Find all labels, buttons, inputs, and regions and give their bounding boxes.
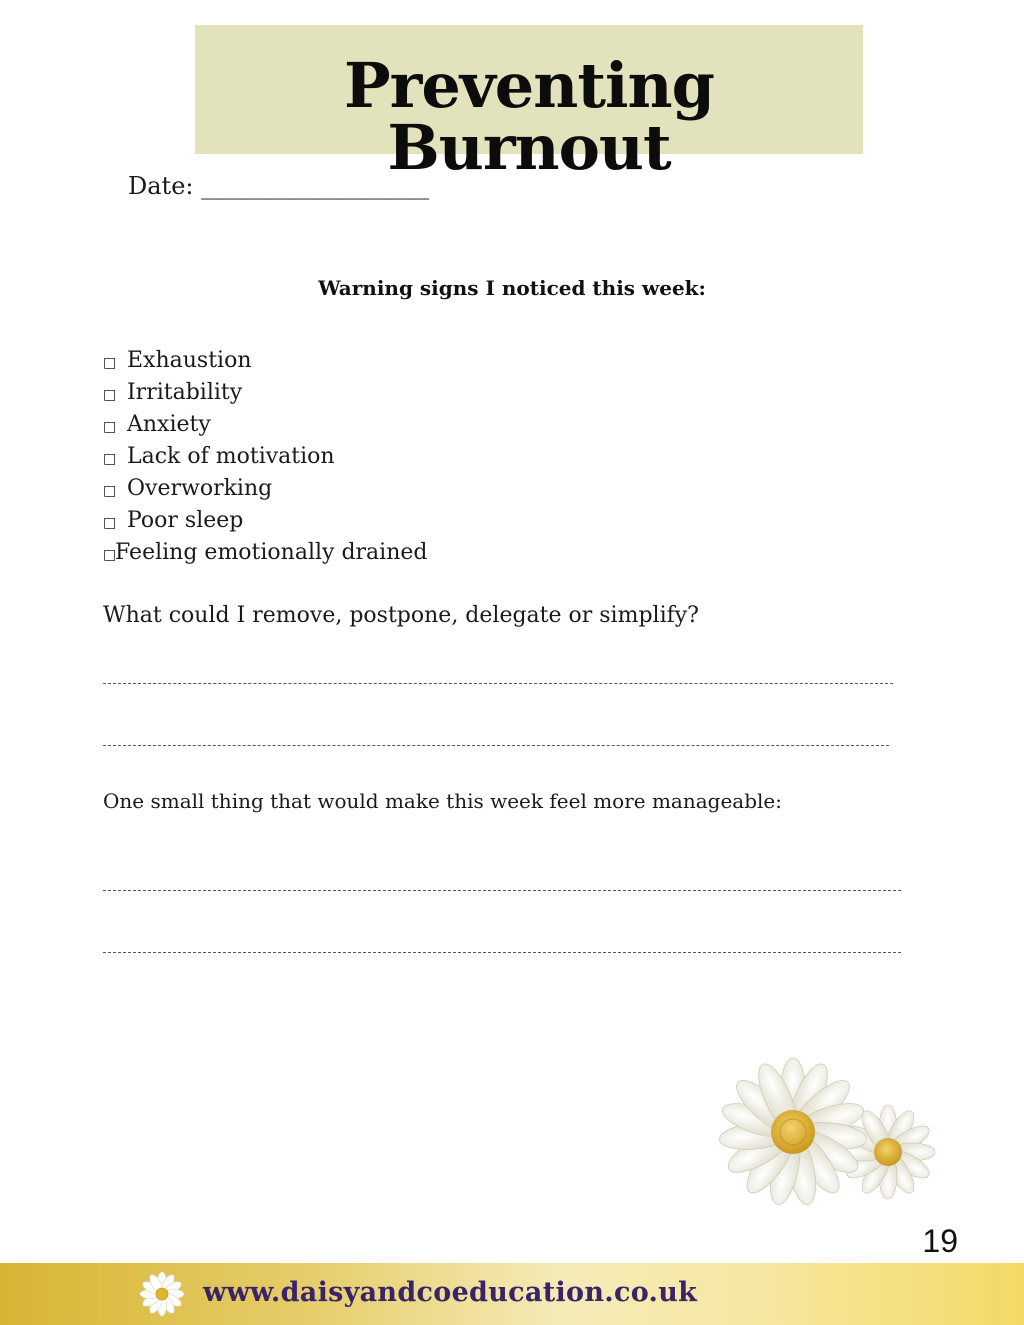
daisy-icon bbox=[139, 1271, 185, 1317]
daisy-illustration bbox=[705, 1040, 940, 1205]
checkbox-icon[interactable]: □ bbox=[103, 355, 117, 371]
checklist-item-label: Irritability bbox=[120, 380, 243, 405]
checkbox-icon[interactable]: □ bbox=[103, 515, 117, 531]
page-number: 19 bbox=[922, 1223, 958, 1259]
page-title: Preventing Burnout bbox=[344, 49, 714, 184]
checklist-item-poor-sleep[interactable] bbox=[103, 506, 427, 538]
answer-line[interactable] bbox=[103, 890, 901, 891]
checklist-item-label: Poor sleep bbox=[120, 508, 244, 533]
website-link[interactable]: www.daisyandcoeducation.co.uk bbox=[203, 1277, 698, 1308]
checklist-item-label: Overworking bbox=[120, 476, 273, 501]
manageable-question: One small thing that would make this week feel more manageable: bbox=[103, 789, 782, 813]
checklist-item-label: Lack of motivation bbox=[120, 444, 335, 469]
checklist-item-label: Feeling emotionally drained bbox=[115, 540, 428, 565]
title-banner bbox=[195, 25, 863, 184]
answer-line[interactable] bbox=[103, 745, 889, 746]
checkbox-icon[interactable]: □ bbox=[103, 419, 117, 435]
checkbox-icon[interactable]: □ bbox=[103, 387, 117, 403]
checklist-item-lack-of-motivation[interactable] bbox=[103, 442, 427, 474]
checklist-item-label: Anxiety bbox=[120, 412, 211, 437]
checklist-item-irritability[interactable] bbox=[103, 378, 427, 410]
checklist-item-anxiety[interactable] bbox=[103, 410, 427, 442]
checkbox-icon[interactable]: □ bbox=[103, 451, 117, 467]
warning-signs-checklist bbox=[103, 346, 427, 570]
checklist-item-label: Exhaustion bbox=[120, 348, 252, 373]
checklist-item-exhaustion[interactable] bbox=[103, 346, 427, 378]
date-field[interactable]: Date: ___________________ bbox=[128, 172, 430, 200]
warning-signs-heading: Warning signs I noticed this week: bbox=[318, 276, 706, 300]
checkbox-icon[interactable]: □ bbox=[103, 547, 117, 563]
checklist-item-emotionally-drained[interactable] bbox=[103, 538, 427, 570]
answer-line[interactable] bbox=[103, 952, 901, 953]
checklist-item-overworking[interactable] bbox=[103, 474, 427, 506]
answer-line[interactable] bbox=[103, 683, 893, 684]
remove-postpone-question: What could I remove, postpone, delegate or simplify? bbox=[103, 603, 699, 628]
footer-band bbox=[0, 1263, 1024, 1325]
checkbox-icon[interactable]: □ bbox=[103, 483, 117, 499]
